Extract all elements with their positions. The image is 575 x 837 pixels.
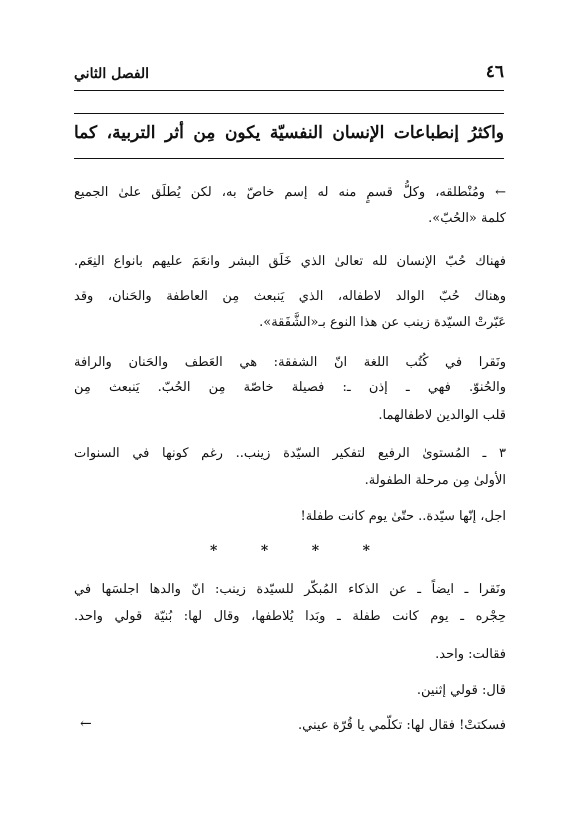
separator-star: * [260,543,269,559]
text-line: فسكتتْ! فقال لها: تكلّمي يا قُرّة عيني. [298,718,506,733]
text-line: والحُنوّ. فهي ـ إذن ـ: فصيلة خاصّة مِن الحُبّ. يَنبعث مِن [74,380,506,395]
text-line: ونَقرا في كُتُب اللغة انّ الشفقة: هي العَطف والحَنان والرافة [74,355,506,370]
text-line: كلمة «الحُبّ». [428,211,506,226]
text-line: اجل، إنّها سيّدة.. حتّىٰ يوم كانت طفلة! [300,509,506,524]
text-line: فقالت: واحد. [435,647,506,662]
text-line: الأولىٰ مِن مرحلة الطفولة. [364,473,506,488]
continue-arrow-icon: ← [80,716,92,732]
section-separator [210,543,370,559]
text-line: ٣ ـ المُستوىٰ الرفيع لتفكير السيّدة زينب.. رغم كونها في السنوات [74,446,506,461]
separator-star: * [210,543,218,559]
text-line: وهناك حُبّ الوالد لاطفاله، الذي يَنبعث مِن العاطفة والحَنان، وقد [74,289,506,304]
text-line: قال: قولي إثنين. [416,683,506,698]
page-header [74,60,504,91]
text-line: ونَقرا ـ ايضاً ـ عن الذكاء المُبكّر للسيّدة زينب: انّ والدها اجلسَها في [74,582,506,597]
text-line: قلب الوالدين لاطفالهما. [378,408,506,423]
separator-star: * [311,543,320,559]
section-title: واكثرُ إنطباعات الإنسان النفسيّة يكون مِن أثر التربية، كما [74,123,504,143]
text-line: ← ومُنْطلقه، وكلُّ قسمٍ منه له إسم خاصّ به، لكن يُطلَق علىٰ الجميع [74,185,506,200]
section-title-box [74,113,504,159]
page-number: ٤٦ [485,62,504,82]
chapter-title: الفصل الثاني [74,66,150,82]
text-line: حِجْره ـ يوم كانت طفلة ـ وبَدا يُلاطفها، وقال لها: بُنيّة قولي واحد. [74,609,506,624]
text-line: فهناك حُبّ الإنسان لله تعالىٰ الذي خَلَق البشر وانعَمَ عليهم بانواع النِعَم. [74,254,506,269]
text-line: عَبّرتْ السيّدة زينب عن هذا النوع بـ«الشَّفَقة». [259,315,506,330]
separator-star: * [362,543,370,559]
